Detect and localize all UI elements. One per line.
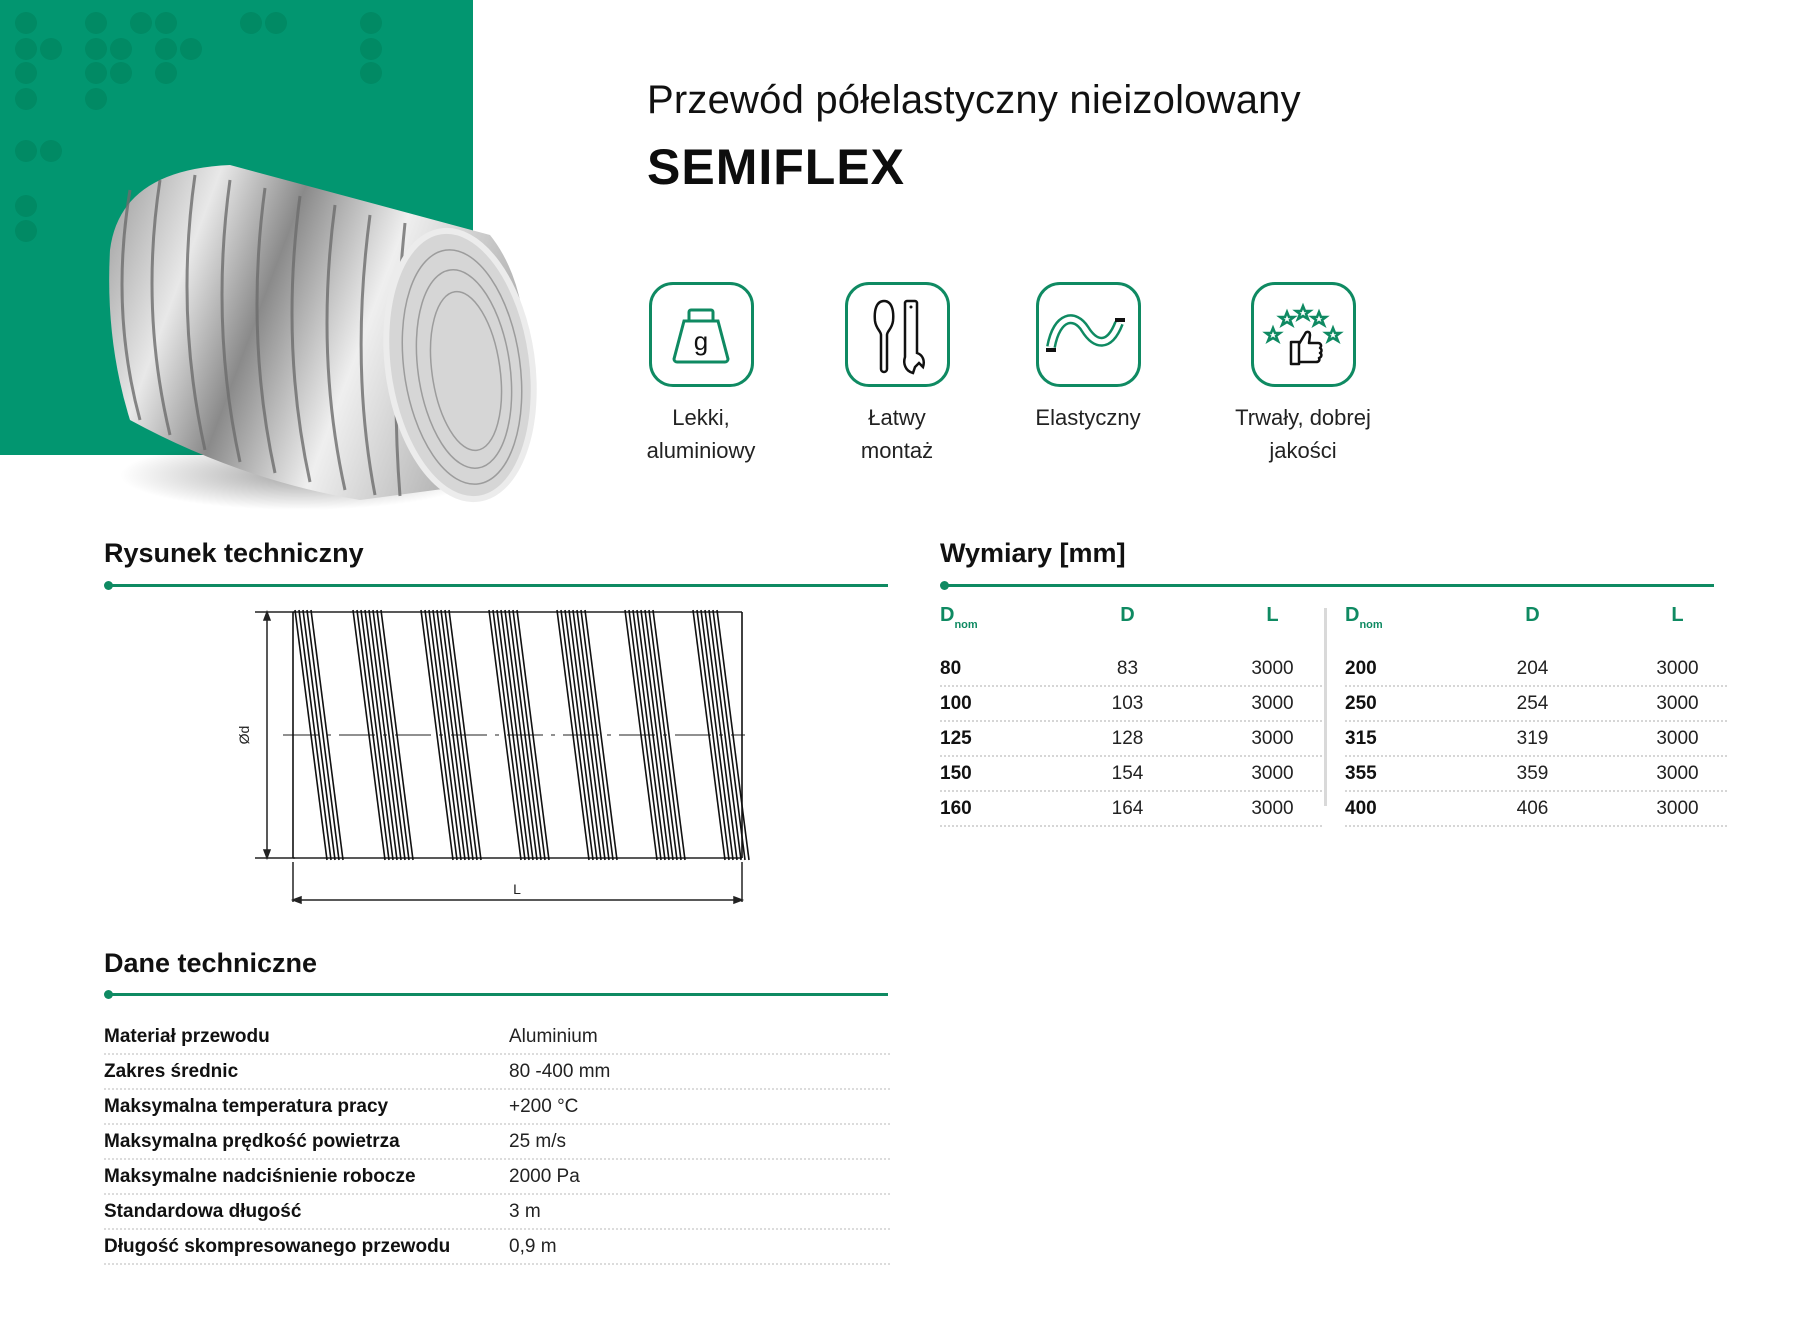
decorative-dot (360, 38, 382, 60)
quality-thumb-stars-icon (1251, 282, 1356, 387)
table-column-divider (1324, 608, 1327, 806)
section-divider (942, 584, 1714, 587)
decorative-dot (40, 140, 62, 162)
feature-label-line2: aluminiowy (646, 438, 756, 463)
feature-label-line1: Elastyczny (1035, 405, 1141, 430)
diameter-label: Ød (236, 725, 252, 745)
table-row: Maksymalna temperatura pracy +200 °C (104, 1090, 890, 1125)
section-title-dimensions: Wymiary [mm] (940, 538, 1126, 568)
decorative-dot (155, 12, 177, 34)
header-d: D (1120, 604, 1135, 626)
section-title-technical: Dane techniczne (104, 948, 318, 978)
decorative-dot (265, 12, 287, 34)
length-label: L (513, 881, 521, 897)
header-dnom: $D_{nom}$ (1345, 604, 1383, 631)
table-row: 100 103 3000 (940, 687, 1322, 722)
table-row: 355 359 3000 (1345, 757, 1727, 792)
table-row: 315 319 3000 (1345, 722, 1727, 757)
decorative-dot (15, 220, 37, 242)
feature-label-line1: Łatwy (868, 405, 926, 430)
section-divider (106, 584, 888, 587)
table-row: Maksymalne nadciśnienie robocze 2000 Pa (104, 1160, 890, 1195)
tools-icon (845, 282, 950, 387)
technical-data-table (104, 1020, 890, 1265)
header-dnom: $D_{nom}$ (940, 604, 978, 631)
header-l: L (1671, 604, 1684, 626)
product-subtitle: Przewód półelastyczny nieizolowany (647, 78, 1301, 122)
table-row: 160 164 3000 (940, 792, 1322, 827)
technical-drawing (235, 600, 755, 910)
decorative-dot (15, 88, 37, 110)
decorative-dot (15, 12, 37, 34)
table-row: Materiał przewodu Aluminium (104, 1020, 890, 1055)
flexible-duct-icon (1036, 282, 1141, 387)
decorative-dot (85, 12, 107, 34)
feature-easy-install (797, 282, 997, 467)
table-row: 150 154 3000 (940, 757, 1322, 792)
feature-label-line1: Trwały, dobrej (1235, 405, 1371, 430)
decorative-dot (85, 38, 107, 60)
feature-durable (1203, 282, 1403, 467)
table-row: 250 254 3000 (1345, 687, 1727, 722)
section-divider (106, 993, 888, 996)
table-row: 125 128 3000 (940, 722, 1322, 757)
feature-label-line1: Lekki, (672, 405, 730, 430)
table-row: 200 204 3000 (1345, 652, 1727, 687)
table-header (1345, 604, 1727, 652)
table-row: Zakres średnic 80 -400 mm (104, 1055, 890, 1090)
decorative-dot (240, 12, 262, 34)
dimensions-table-right (1345, 604, 1727, 827)
feature-label-line2: montaż (860, 438, 934, 463)
dimensions-table-left (940, 604, 1322, 827)
header-l: L (1266, 604, 1279, 626)
product-name: SEMIFLEX (647, 139, 906, 195)
decorative-dot (155, 38, 177, 60)
decorative-dot (40, 38, 62, 60)
decorative-dot (360, 12, 382, 34)
table-row: 80 83 3000 (940, 652, 1322, 687)
decorative-dot (15, 62, 37, 84)
svg-text:g: g (693, 325, 709, 356)
weight-icon (649, 282, 754, 387)
decorative-dot (15, 195, 37, 217)
feature-flexible (988, 282, 1188, 434)
table-row: 400 406 3000 (1345, 792, 1727, 827)
decorative-dot (15, 38, 37, 60)
feature-label-line2: jakości (1269, 438, 1337, 463)
decorative-dot (110, 38, 132, 60)
decorative-dot (15, 140, 37, 162)
header-d: D (1525, 604, 1540, 626)
feature-lightweight (601, 282, 801, 467)
decorative-dot (180, 38, 202, 60)
table-row: Maksymalna prędkość powietrza 25 m/s (104, 1125, 890, 1160)
duct-product-image (100, 80, 540, 520)
table-row: Standardowa długość 3 m (104, 1195, 890, 1230)
section-title-drawing: Rysunek techniczny (104, 538, 364, 568)
table-header (940, 604, 1322, 652)
decorative-dot (130, 12, 152, 34)
table-row: Długość skompresowanego przewodu 0,9 m (104, 1230, 890, 1265)
